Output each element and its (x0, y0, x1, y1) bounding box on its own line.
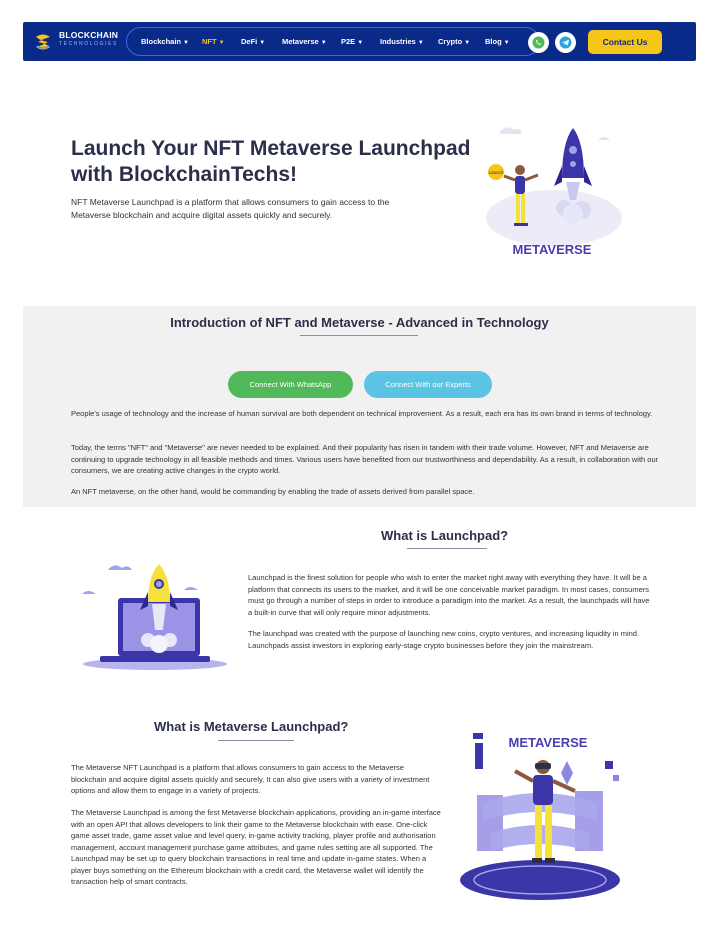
title-underline (300, 335, 418, 336)
contact-us-button[interactable]: Contact Us (588, 30, 662, 54)
telegram-glyph (559, 36, 572, 49)
menu-item-defi[interactable] (241, 37, 265, 46)
metaverse-art-label: METAVERSE (508, 735, 588, 750)
intro-paragraph-1: People's usage of technology and the increase of human survival are both dependent on technical improvement. As a result, each era has its own brand in terms of technology. (71, 409, 653, 418)
chevron-down-icon: ▼ (259, 40, 266, 46)
vr-metaverse-illustration (455, 725, 625, 903)
hero-description: NFT Metaverse Launchpad is a platform that allows consumers to gain access to the Metaverse blockchain and acquire digital assets quickly and securely. (71, 197, 390, 220)
metaverse-launchpad-paragraph-1: The Metaverse NFT Launchpad is a platform that allows consumers to gain access to the Metaverse blockchain and acquire digital assets quickly and securely. It can also give users with a variety of investment options and allow them to engage in a variety of projects. (71, 763, 430, 795)
metaverse-launchpad-title: What is Metaverse Launchpad? (154, 719, 349, 734)
menu-item-crypto[interactable] (438, 37, 470, 46)
metaverse-launchpad-paragraph-2: The Metaverse Launchpad is among the first Metaverse blockchain applications, providing an in-game interface with an open API that allows developers to link their game to the Metaverse blockchain with ease. One-click game asset trade, game asset value and level query, in-game activity tracking, player profile and authorisation management, account management purchase game attributes, and game rules setting are all supported. The Launchpad may be set up to query blockchain transactions in real time and update in-game states. When a player buys something on the Ethereum blockchain with a credit card, the Metaverse wallet will identify the transaction help of smart contracts. (71, 808, 441, 886)
telegram-icon[interactable] (555, 32, 576, 53)
launchpad-paragraph-1: Launchpad is the finest solution for people who wish to enter the market right away with everything they have. It will be a platform that connects its users to the market, and it will be one conceivable market paradigm. In most cases, consumers must go through a number of steps in order to introduce a paradigm into the market. As a result, the launchpads will have a built-in curve that will only require minor adjustments. (248, 573, 650, 617)
menu-item-p2e[interactable] (341, 37, 363, 46)
menu-label: Blockchain (141, 37, 182, 46)
hero-title (71, 136, 471, 188)
title-underline (407, 548, 487, 549)
chevron-down-icon: ▼ (464, 40, 471, 46)
menu-item-blog[interactable] (485, 37, 510, 46)
menu-item-industries[interactable] (380, 37, 424, 46)
main-menu (126, 27, 540, 56)
whatsapp-glyph (532, 36, 545, 49)
hero-title-line1: Launch Your NFT Metaverse Launchpad (71, 137, 471, 160)
chevron-down-icon: ▼ (417, 40, 424, 46)
chevron-down-icon: ▼ (218, 40, 225, 46)
launchpad-paragraph-2: The launchpad was created with the purpose of launching new coins, crypto ventures, and increasing liquidity in mind. Launchpads assist investors in exploring early-stage crypto businesses before they join the mainstream. (248, 629, 640, 650)
hero-art-label: METAVERSE (512, 242, 592, 257)
intro-section (23, 306, 696, 507)
top-navbar (23, 22, 696, 61)
intro-paragraph-3: An NFT metaverse, on the other hand, would be commanding by enabling the trade of assets derived from parallel space. (71, 487, 475, 496)
menu-label: P2E (341, 37, 356, 46)
menu-item-nft[interactable] (202, 37, 225, 46)
title-underline (218, 740, 294, 741)
laptop-rocket-illustration (80, 560, 230, 672)
menu-label: Crypto (438, 37, 463, 46)
connect-whatsapp-button[interactable]: Connect With WhatsApp (228, 371, 353, 398)
menu-label: Blog (485, 37, 502, 46)
menu-label: Metaverse (282, 37, 319, 46)
hero-title-line2: with BlockchainTechs! (71, 163, 297, 186)
launch-sign-text: Launch (488, 170, 504, 175)
menu-label: DeFi (241, 37, 258, 46)
connect-experts-button[interactable]: Connect With our Experts (364, 371, 492, 398)
menu-item-blockchain[interactable] (141, 37, 189, 46)
logo-text[interactable]: BLOCKCHAIN (59, 30, 119, 40)
chevron-down-icon: ▼ (357, 40, 364, 46)
chevron-down-icon: ▼ (183, 40, 189, 46)
chevron-down-icon: ▼ (503, 40, 510, 46)
intro-title: Introduction of NFT and Metaverse - Advanced in Technology (170, 315, 549, 330)
metaverse-rocket-illustration (478, 120, 626, 260)
menu-label: Industries (380, 37, 416, 46)
whatsapp-icon[interactable] (528, 32, 549, 53)
launchpad-title: What is Launchpad? (381, 528, 509, 543)
menu-item-metaverse[interactable] (282, 37, 327, 46)
menu-label: NFT (202, 37, 217, 46)
logo-subtext: TECHNOLOGIES (59, 41, 118, 47)
chevron-down-icon: ▼ (320, 40, 327, 46)
blockchain-logo-icon[interactable] (30, 29, 56, 55)
intro-paragraph-2: Today, the terms "NFT" and "Metaverse" are never needed to be explained. And their popularity has risen in tandem with their trade volume. However, NFT and Metaverse are continuing to upgrade technology in all feasible methods and times. Various users have benefited from our trustworthiness and dependability. As a result, in collaboration with our consumers, we are creating active changes in the crypto world. (71, 443, 659, 475)
